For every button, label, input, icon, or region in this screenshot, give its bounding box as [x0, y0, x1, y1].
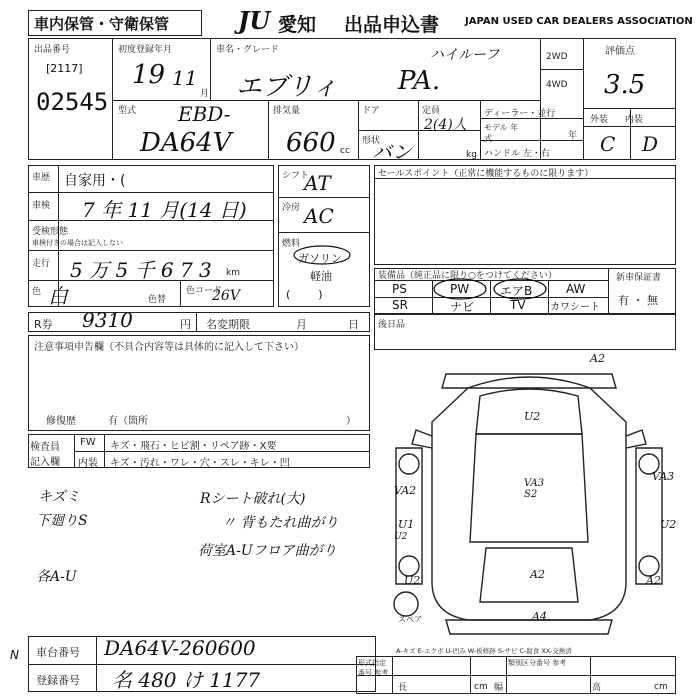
spare-label: スペア: [398, 615, 422, 624]
mark-u2-hood: U2: [524, 410, 541, 423]
ac-label: 冷房: [282, 203, 301, 213]
sales-label: セールスポイント（正常に機能するものに限ります）: [378, 169, 594, 179]
width-label: 幅: [494, 683, 504, 693]
sales-frame: [374, 165, 676, 265]
class-label: 類別区分番号 参考: [508, 659, 567, 667]
cc-unit: cc: [340, 146, 350, 156]
recycle-unit: 円: [180, 318, 191, 331]
inspector-row1: キズ・飛石・ヒビ割・リペア跡・X要: [110, 441, 277, 452]
back-label: 後日品: [378, 320, 406, 330]
equip-item-airbag: エアB: [500, 284, 533, 298]
reg-year: 19: [132, 60, 166, 90]
equip-item-pw: PW: [450, 282, 470, 296]
recycle-frame: [28, 312, 370, 332]
equip-circles: [432, 277, 548, 301]
color-code-label: 色コード: [186, 286, 223, 296]
shape-label: 形状: [362, 136, 381, 146]
recycle-label: R券: [34, 318, 53, 331]
memo-line-6: 各A-U: [36, 569, 77, 585]
memo-line-3: Rシート破れ(大): [200, 491, 306, 507]
ac-value: AC: [304, 204, 334, 228]
mark-u2-right: U2: [660, 518, 677, 531]
deadline-label: 名変期限: [206, 318, 250, 331]
inspection-label: 車検: [32, 201, 51, 211]
recycle-value: 9310: [82, 308, 133, 332]
fuel-circle: [292, 244, 352, 266]
repair-yes: 有（箇所: [108, 416, 148, 427]
mark-a2-rear-roof: A2: [530, 568, 545, 581]
fuel-label: 燃料: [282, 239, 301, 249]
equip-item-leather: カワシート: [550, 302, 600, 313]
warranty-value: 有 ・ 無: [618, 294, 658, 307]
inspector-label-2: 記入欄: [30, 457, 60, 468]
equip-item-navi: ナビ: [450, 300, 475, 314]
deadline-day: 日: [348, 318, 359, 331]
model-label: 型式: [118, 106, 137, 116]
fuel-paren: ( ): [286, 288, 323, 301]
repair-label: 修復歴: [46, 416, 76, 427]
mark-u2-left-rear: U2: [404, 574, 421, 587]
fuel-gas: ガソリン: [298, 252, 342, 265]
back-frame: [374, 314, 676, 350]
warranty-label: 新車保証書: [616, 273, 662, 283]
mark-a2-front: A2: [590, 352, 605, 365]
n-mark: N: [10, 648, 19, 662]
height-unit: cm: [654, 682, 668, 692]
inspection-value: 7 年 11 月(14 日): [82, 198, 247, 222]
handle-label: ハンドル 左・右: [484, 149, 550, 159]
mark-a2-right-rear: A2: [646, 574, 661, 587]
org-name: 愛知: [278, 14, 317, 36]
length-unit: cm: [474, 682, 488, 692]
grade: PA.: [398, 66, 441, 96]
reg-label: 初度登録年月: [118, 45, 173, 55]
mark-va3-s2-roof: VA3 S2: [524, 478, 545, 500]
equip-item-sr: SR: [392, 298, 408, 312]
capacity: 2(4)人: [424, 117, 467, 133]
memo-line-1: キズミ: [38, 489, 80, 505]
capacity-label: 定員: [422, 106, 441, 116]
inspector-row2: キズ・汚れ・ワレ・穴・スレ・キレ・凹: [110, 458, 290, 469]
reg-month-unit: 月: [200, 89, 210, 99]
color-value: 白: [48, 284, 68, 308]
org-en: JAPAN USED CAR DEALERS ASSOCIATION: [465, 16, 693, 27]
notes-label: 注意事項申告欄（不具合内容等は具体的に記入して下さい）: [34, 342, 304, 353]
chassis-number: DA64V-260600: [104, 636, 256, 660]
row1-frame: [28, 38, 676, 160]
cert-label: 形式指定番号 参考: [358, 659, 389, 677]
receive-sub: 車検付きの場合は記入しない: [32, 239, 123, 247]
shift-value: AT: [304, 171, 331, 195]
repair-close: ）: [346, 416, 356, 427]
drive-2wd: 2WD: [546, 52, 568, 62]
memo-line-2: 下廻りS: [36, 513, 88, 529]
memo-line-4: 〃 背もたれ曲がり: [222, 515, 339, 531]
fuel-diesel: 軽油: [310, 270, 332, 283]
color-change-label: 色替: [148, 295, 167, 305]
cc: 660: [286, 128, 336, 158]
shift-label: シフト: [282, 171, 310, 181]
ext-int-label: 外装 内装: [590, 115, 643, 125]
grade-top: ハイルーフ: [430, 47, 500, 63]
name-label: 車名・グレード: [216, 45, 280, 55]
score-label: 評価点: [605, 46, 635, 57]
reg-number-label: 登録番号: [36, 674, 80, 687]
drive-4wd: 4WD: [546, 80, 568, 90]
dealer-label: ディーラー・並行: [484, 109, 556, 119]
weight-unit: kg: [466, 150, 477, 160]
door-label: ドア: [362, 106, 380, 116]
receive-label: 受検形態: [32, 227, 69, 237]
inspector-int: 内装: [78, 458, 98, 469]
equip-label: 装備品（純正品に限り○をつけてください）: [378, 271, 557, 281]
damage-legend: A-キズ E-エクボ U-凹み W-板修跡 S-サビ C-腐食 XX-交換済: [396, 647, 572, 655]
mark-u1-left: U1: [398, 518, 415, 531]
ext-grade: C: [600, 132, 616, 156]
mark-a4-rear: A4: [532, 610, 547, 623]
title-left: 車内保管・守衛保管: [34, 15, 170, 33]
equip-item-aw: AW: [566, 282, 586, 296]
score: 3.5: [604, 70, 646, 100]
logo: JU: [238, 6, 271, 35]
form-title: 出品申込書: [344, 14, 440, 36]
cc-label: 排気量: [273, 106, 301, 116]
mark-u2-left-top: U2: [394, 532, 408, 542]
inspector-label-1: 検査員: [30, 442, 60, 453]
lot-label: 出品番号: [34, 45, 71, 55]
model-year-label: モデル 年式: [484, 123, 519, 143]
reg-month: 11: [172, 66, 198, 90]
color-label: 色: [32, 287, 42, 297]
history-value: 自家用・(: [64, 173, 126, 189]
chassis-label: 車台番号: [36, 646, 80, 659]
history-label: 車歴: [32, 173, 51, 183]
year-unit: 年: [568, 131, 578, 141]
car-name: エブリィ: [236, 72, 338, 102]
memo-line-5: 荷室A-Uフロア曲がり: [198, 543, 337, 559]
equip-item-ps: PS: [392, 282, 407, 296]
shape: バン: [372, 140, 412, 164]
reg-number: 名 480 け 1177: [112, 668, 261, 692]
mileage-unit: km: [226, 268, 240, 278]
equip-item-tv: TV: [510, 298, 526, 312]
mileage-value: 5 万 5 千 6 7 3: [70, 258, 212, 282]
color-code: 26V: [212, 288, 240, 304]
deadline-month: 月: [296, 318, 307, 331]
length-label: 長: [398, 683, 408, 693]
model-prefix: EBD-: [178, 102, 231, 126]
mark-va3-right: VA3: [652, 470, 675, 483]
lot-small: [2117]: [46, 62, 83, 75]
lot-number: 02545: [36, 88, 109, 116]
mark-va2-left: VA2: [394, 484, 417, 497]
inspector-fw: FW: [80, 437, 96, 448]
int-grade: D: [642, 132, 659, 156]
height-label: 高: [592, 683, 602, 693]
model: DA64V: [140, 128, 232, 158]
mileage-label: 走行: [32, 259, 51, 269]
